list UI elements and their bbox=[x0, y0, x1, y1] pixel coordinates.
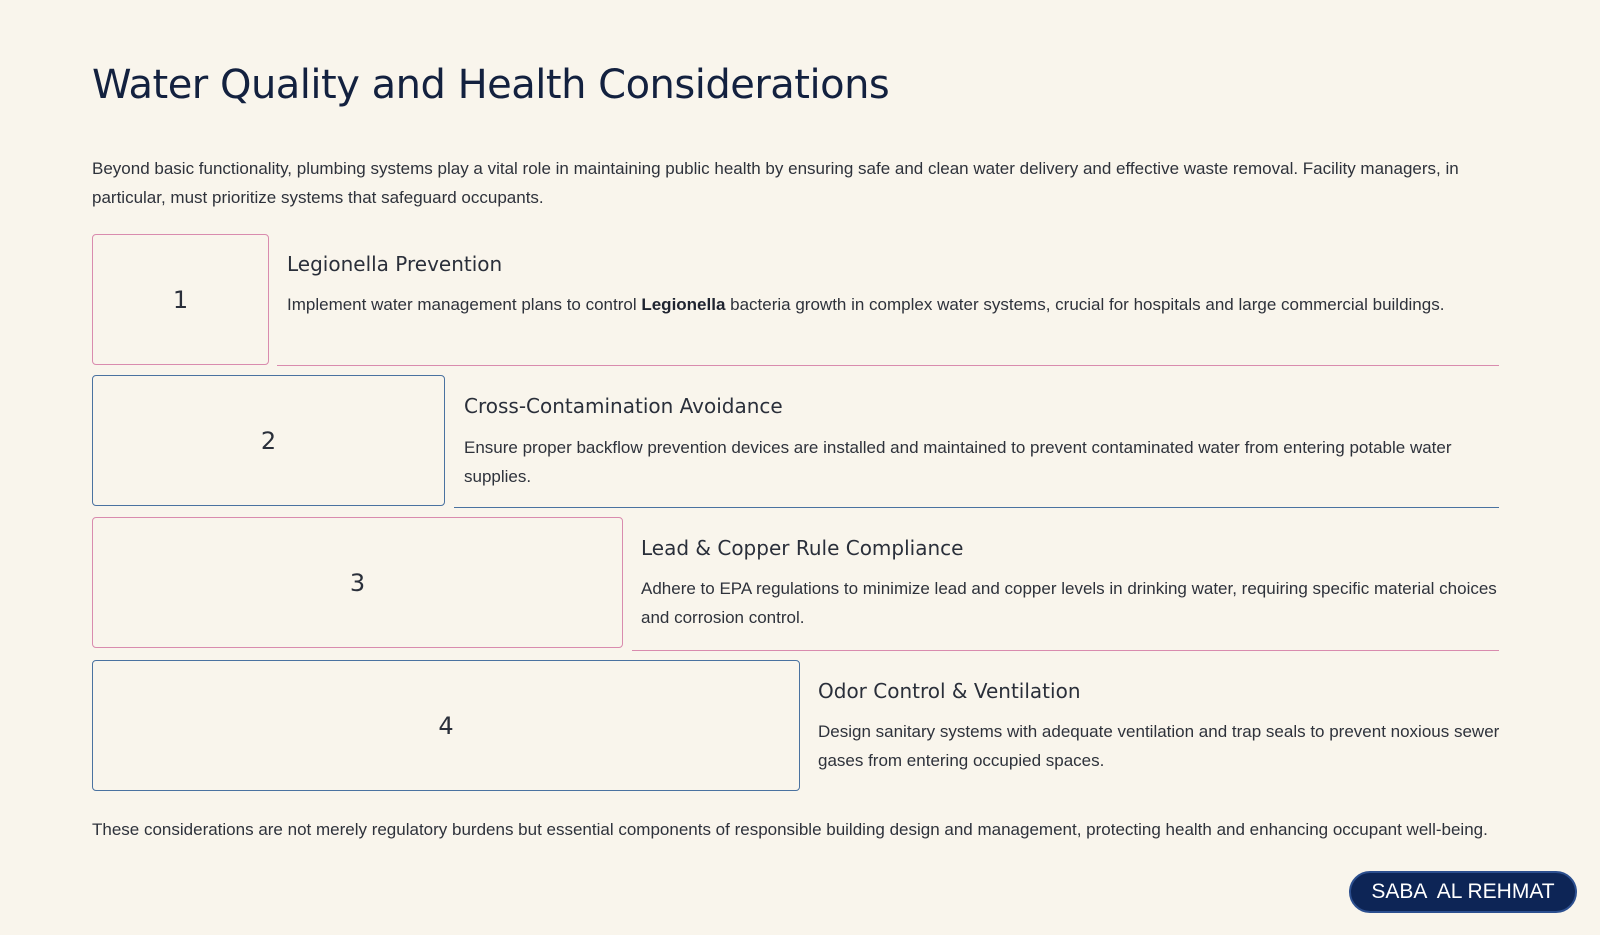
step-title-lead-copper: Lead & Copper Rule Compliance bbox=[641, 536, 964, 560]
step-title-odor-control: Odor Control & Ventilation bbox=[818, 679, 1081, 703]
step-number-box-2 bbox=[92, 375, 445, 506]
step-description-legionella bbox=[287, 290, 1500, 319]
step-desc-text: bacteria growth in complex water systems, crucial for hospitals and large commercial buildings. bbox=[725, 295, 1445, 314]
author-badge: SABA AL REHMAT bbox=[1349, 871, 1577, 913]
step-number-box-3 bbox=[92, 517, 623, 648]
step-number: 3 bbox=[349, 568, 366, 597]
page-title: Water Quality and Health Considerations bbox=[92, 62, 890, 108]
step-desc-text: Implement water management plans to control bbox=[287, 295, 642, 314]
step-description-odor-control: Design sanitary systems with adequate ventilation and trap seals to prevent noxious sewer gases from entering occupied spaces. bbox=[818, 722, 1500, 770]
step-divider-3 bbox=[632, 650, 1499, 651]
step-title-cross-contamination: Cross-Contamination Avoidance bbox=[464, 394, 783, 418]
step-number: 4 bbox=[438, 711, 454, 740]
step-description-lead-copper: Adhere to EPA regulations to minimize lead and copper levels in drinking water, requiring specific material choices and corrosion control. bbox=[641, 579, 1497, 627]
step-number: 1 bbox=[172, 285, 189, 314]
step-divider-1 bbox=[277, 365, 1499, 366]
step-number-box-4 bbox=[92, 660, 800, 791]
closing-paragraph: These considerations are not merely regulatory burdens but essential components of responsible building design and management, protecting health and enhancing occupant well-being. bbox=[92, 820, 1488, 839]
step-number: 2 bbox=[260, 426, 277, 455]
step-title-legionella: Legionella Prevention bbox=[287, 252, 503, 276]
step-description-cross-contamination: Ensure proper backflow prevention devices are installed and maintained to prevent contaminated water from entering potable water supplies. bbox=[464, 438, 1452, 486]
step-number-box-1 bbox=[92, 234, 269, 365]
legionella-bold-term: Legionella bbox=[641, 295, 726, 314]
step-divider-2 bbox=[454, 507, 1499, 508]
intro-paragraph: Beyond basic functionality, plumbing systems play a vital role in maintaining public health by ensuring safe and clean water delivery and effective waste removal. Facility managers, in particular, must prioritize systems that safeguard occupants. bbox=[92, 159, 1459, 207]
